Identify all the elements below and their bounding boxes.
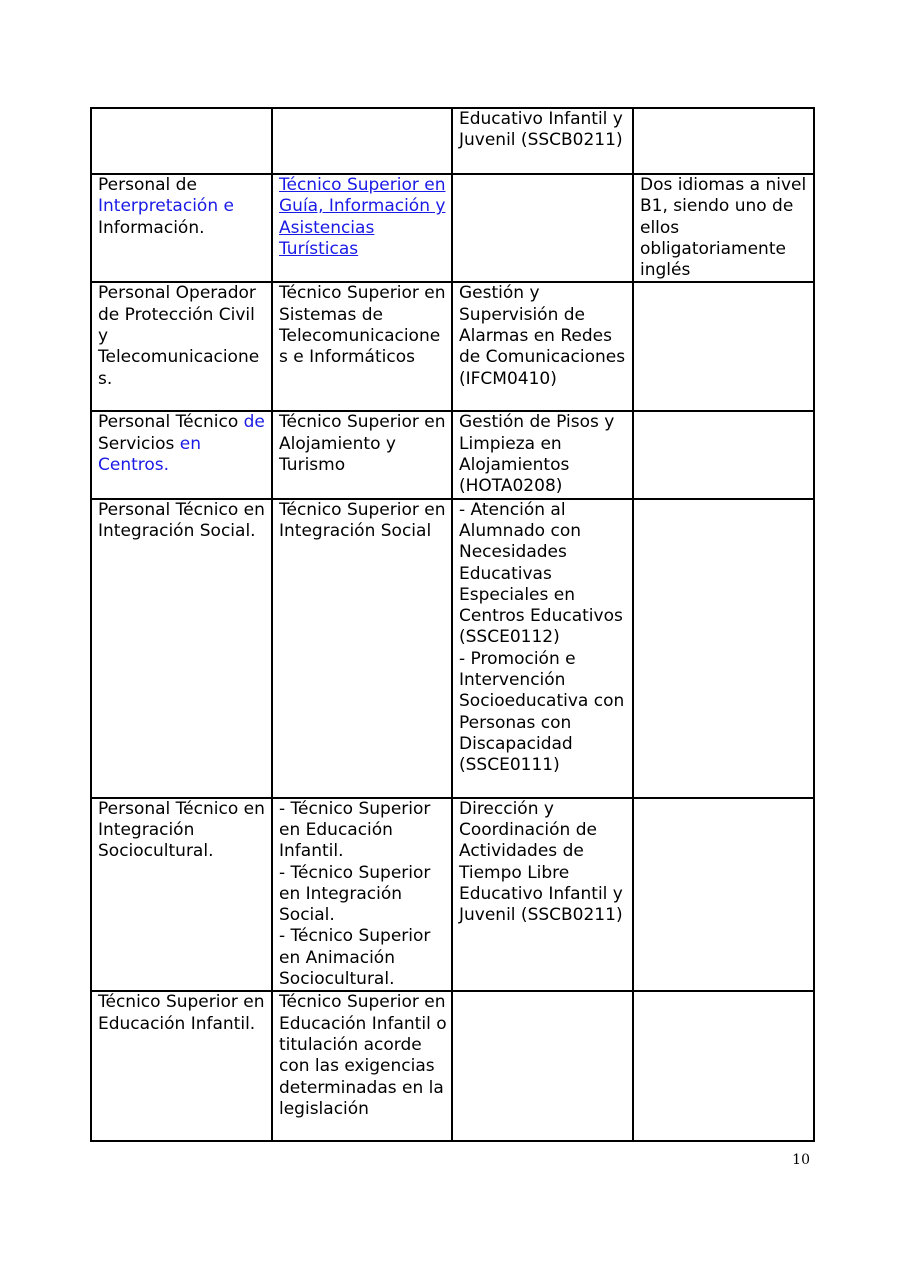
table-cell — [91, 411, 272, 498]
table-cell: Técnico Superior en Integración Social — [272, 499, 452, 798]
table-cell: Técnico Superior en Sistemas de Telecomunicaciones e Informáticos — [272, 282, 452, 411]
table-row — [91, 108, 814, 174]
cell-text: Información. — [98, 217, 205, 238]
table-cell — [452, 174, 633, 282]
qualifications-table — [90, 107, 815, 1142]
table-cell — [633, 411, 814, 498]
table-cell: Dirección y Coordinación de Actividades de Tiempo Libre Educativo Infantil y Juvenil (SSCB0211) — [452, 798, 633, 992]
list-item: - Técnico Superior en Educación Infantil. — [279, 798, 431, 862]
table-cell: Personal Operador de Protección Civil y Telecomunicaciones. — [91, 282, 272, 411]
list-item: - Atención al Alumnado con Necesidades Educativas Especiales en Centros Educativos (SSCE0112) — [459, 499, 623, 648]
table-row — [91, 499, 814, 798]
table-cell: Técnico Superior en Alojamiento y Turismo — [272, 411, 452, 498]
table-cell — [452, 499, 633, 798]
table-cell — [272, 108, 452, 174]
degree-link[interactable]: Técnico Superior en Guía, Información y Asistencias Turísticas — [279, 175, 446, 259]
table-cell — [633, 108, 814, 174]
table-cell: Técnico Superior en Educación Infantil o titulación acorde con las exigencias determinadas en la legislación — [272, 991, 452, 1141]
cell-text-highlight: Interpretación e — [98, 196, 234, 217]
table-cell — [91, 108, 272, 174]
table-cell: Educativo Infantil y Juvenil (SSCB0211) — [452, 108, 633, 174]
list-item: - Técnico Superior en Animación Sociocultural. — [279, 926, 431, 990]
table-cell — [633, 991, 814, 1141]
table-cell — [272, 798, 452, 992]
table-row — [91, 991, 814, 1141]
table-cell — [633, 499, 814, 798]
cell-text-highlight: en — [179, 433, 201, 454]
table-cell — [91, 174, 272, 282]
table-cell: Personal Técnico en Integración Sociocultural. — [91, 798, 272, 992]
table-row — [91, 411, 814, 498]
list-item: - Promoción e Intervención Socioeducativa con Personas con Discapacidad (SSCE0111) — [459, 648, 625, 776]
cell-text: Personal de — [98, 175, 197, 195]
table-cell — [272, 174, 452, 282]
table-cell: Técnico Superior en Educación Infantil. — [91, 991, 272, 1141]
page-number: 10 — [792, 1152, 810, 1168]
table-cell: Dos idiomas a nivel B1, siendo uno de ellos obligatoriamente inglés — [633, 174, 814, 282]
table-cell: Gestión de Pisos y Limpieza en Alojamientos (HOTA0208) — [452, 411, 633, 498]
cell-text: Servicios — [98, 433, 175, 454]
list-item: - Técnico Superior en Integración Social. — [279, 862, 431, 926]
table-cell: Gestión y Supervisión de Alarmas en Redes de Comunicaciones (IFCM0410) — [452, 282, 633, 411]
table-cell — [633, 282, 814, 411]
table-cell — [633, 798, 814, 992]
table-row — [91, 174, 814, 282]
cell-text-highlight: de — [243, 412, 265, 433]
table-cell: Personal Técnico en Integración Social. — [91, 499, 272, 798]
cell-text-highlight: Centros. — [98, 455, 170, 476]
table-row — [91, 282, 814, 411]
table-row — [91, 798, 814, 992]
cell-text: Personal Técnico — [98, 412, 239, 433]
table-cell — [452, 991, 633, 1141]
